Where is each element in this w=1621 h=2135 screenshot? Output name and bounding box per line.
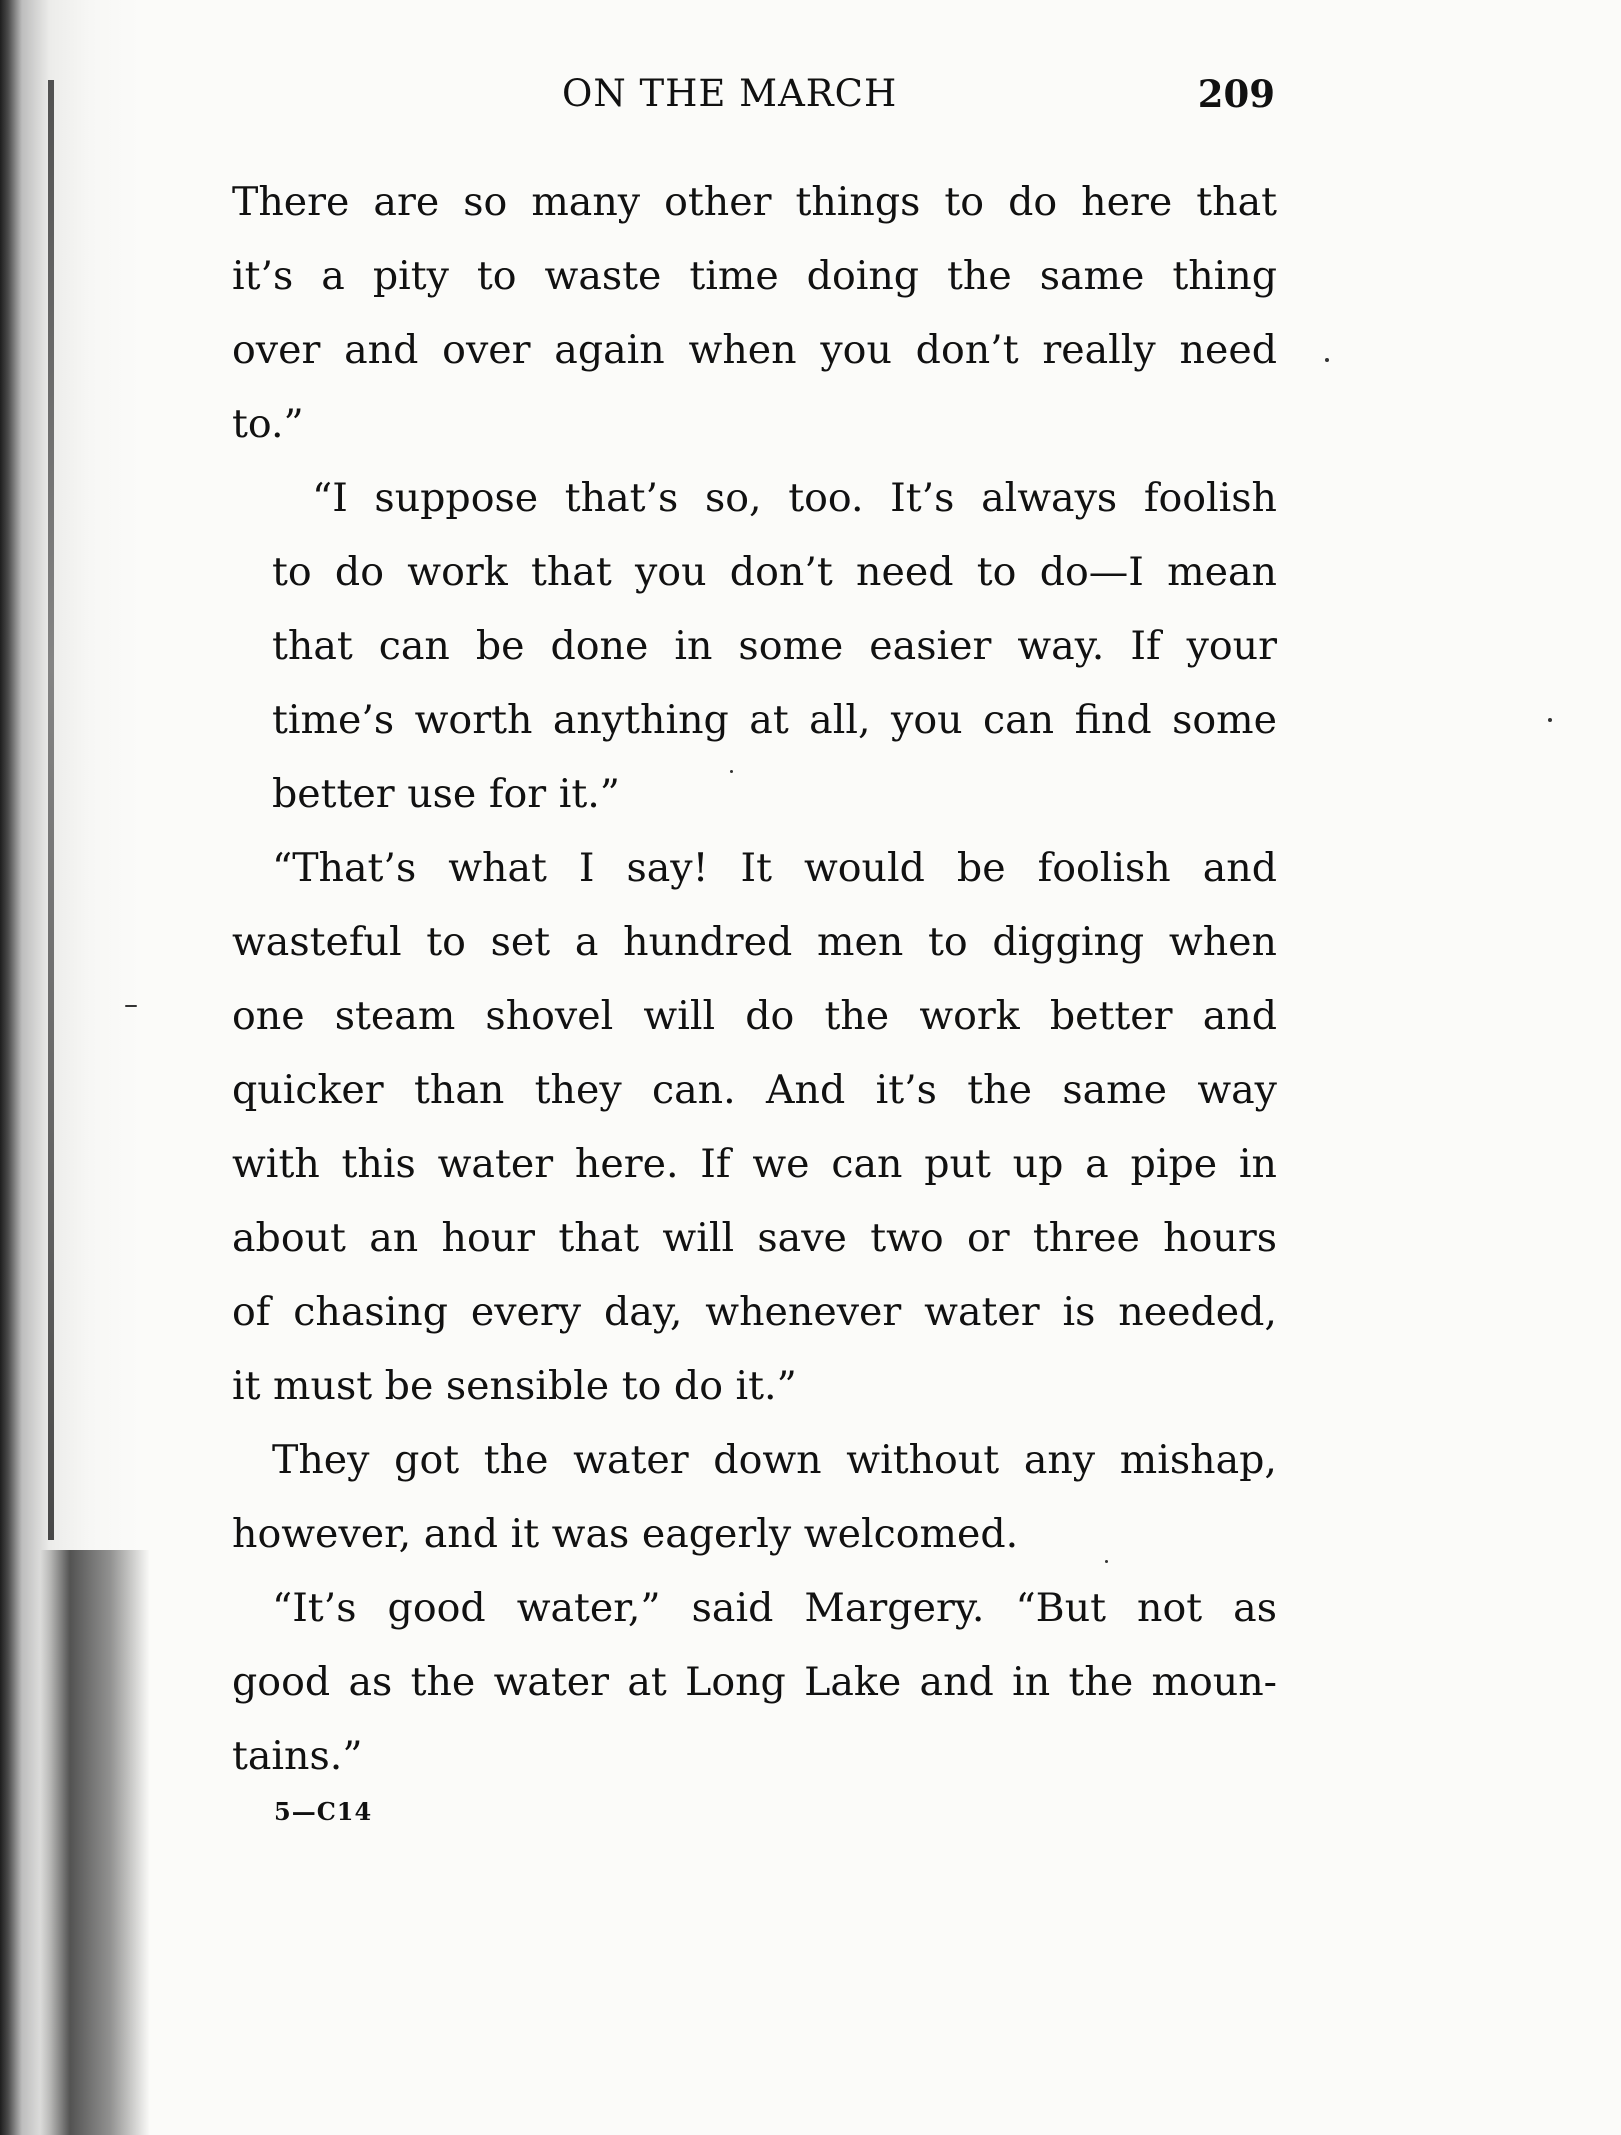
text-line: it’s a pity to waste time doing the same thing (232, 253, 1277, 299)
page-header (230, 72, 1275, 132)
text-line: about an hour that will save two or three hours (232, 1215, 1277, 1261)
text-line: however, and it was eagerly welcomed. (232, 1511, 1019, 1557)
text-line: it must be sensible to do it.” (232, 1363, 797, 1409)
text-line: wasteful to set a hundred men to digging when (232, 919, 1277, 965)
text-line: to.” (232, 401, 304, 447)
text-line: with this water here. If we can put up a pipe in (232, 1141, 1277, 1187)
text-line: over and over again when you don’t really need (232, 327, 1277, 373)
paragraph (232, 1571, 1277, 1793)
running-head: ON THE MARCH (562, 72, 898, 115)
text-line: They got the water down without any mishap, (272, 1437, 1277, 1483)
body-text (232, 165, 1277, 1793)
scan-speck (125, 1005, 137, 1007)
text-line: that can be done in some easier way. If your (272, 623, 1277, 669)
binding-edge (48, 80, 54, 1540)
paragraph (232, 1423, 1277, 1571)
text-line: “I suppose that’s so, too. It’s always foolish (312, 475, 1277, 521)
text-line: tains.” (232, 1733, 363, 1779)
binding-shadow-lower (40, 1550, 150, 2135)
scan-speck (1325, 358, 1329, 362)
paragraph (232, 461, 1277, 831)
scan-speck (1548, 718, 1552, 722)
page-number: 209 (1197, 72, 1275, 116)
text-line: to do work that you don’t need to do—I mean (272, 549, 1277, 595)
scan-speck (1105, 1560, 1108, 1563)
paragraph (232, 831, 1277, 1423)
text-line: “That’s what I say! It would be foolish and (272, 845, 1277, 891)
text-line: better use for it.” (272, 771, 620, 817)
signature-mark: 5—C14 (274, 1797, 373, 1826)
paragraph (232, 165, 1277, 461)
text-line: of chasing every day, whenever water is needed, (232, 1289, 1277, 1335)
text-line: good as the water at Long Lake and in the moun- (232, 1659, 1277, 1705)
text-line: quicker than they can. And it’s the same way (232, 1067, 1277, 1113)
text-line: There are so many other things to do here that (232, 179, 1277, 225)
text-line: “It’s good water,” said Margery. “But not as (272, 1585, 1277, 1631)
text-line: one steam shovel will do the work better and (232, 993, 1277, 1039)
text-line: time’s worth anything at all, you can find some (272, 697, 1277, 743)
scan-speck (730, 770, 733, 773)
